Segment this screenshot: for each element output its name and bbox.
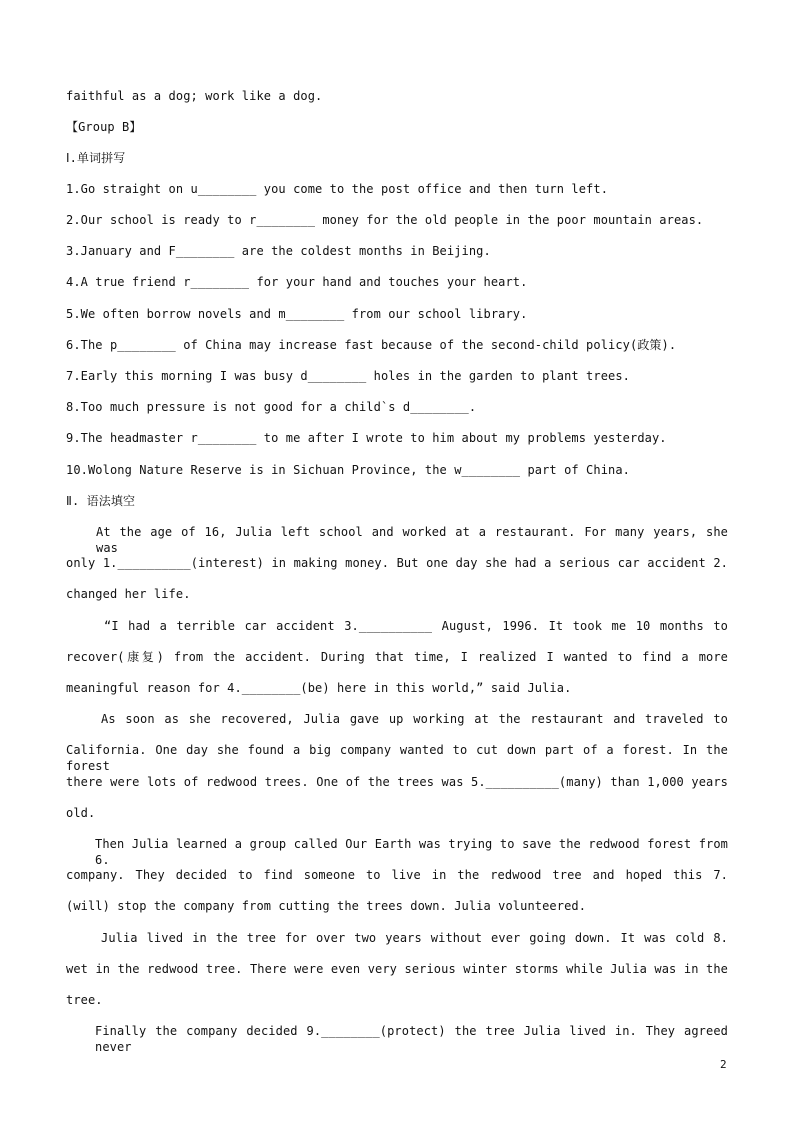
page-number: 2 (720, 1058, 727, 1071)
passage-line: Julia lived in the tree for over two years without ever going down. It was cold 8. (101, 931, 728, 945)
passage-line: recover(康复) from the accident. During that time, I realized I wanted to find a more (66, 650, 728, 664)
passage-line: (will) stop the company from cutting the trees down. Julia volunteered. (66, 899, 587, 913)
question-item: 10.Wolong Nature Reserve is in Sichuan Province, the w________ part of China. (66, 463, 630, 477)
passage-line: old. (66, 806, 96, 820)
passage-line: At the age of 16, Julia left school and worked at a restaurant. For many years, she was (96, 525, 728, 555)
question-item: 8.Too much pressure is not good for a child`s d________. (66, 400, 477, 414)
question-item: 9.The headmaster r________ to me after I wrote to him about my problems yesterday. (66, 431, 667, 445)
passage-line: As soon as she recovered, Julia gave up working at the restaurant and traveled to (101, 712, 728, 726)
passage-line: Then Julia learned a group called Our Earth was trying to save the redwood forest from 6. (95, 837, 728, 867)
passage-line: tree. (66, 993, 103, 1007)
question-item: 1.Go straight on u________ you come to the post office and then turn left. (66, 182, 609, 196)
passage-line: there were lots of redwood trees. One of the trees was 5.__________(many) than 1,000 years (66, 775, 728, 789)
group-heading: 【Group B】 (66, 120, 142, 134)
intro-line: faithful as a dog; work like a dog. (66, 89, 323, 103)
question-item: 4.A true friend r________ for your hand and touches your heart. (66, 275, 528, 289)
passage-line: “I had a terrible car accident 3.__________ August, 1996. It took me 10 months to (104, 619, 728, 633)
question-item: 5.We often borrow novels and m________ from our school library. (66, 307, 528, 321)
question-item: 2.Our school is ready to r________ money for the old people in the poor mountain areas. (66, 213, 704, 227)
passage-line: changed her life. (66, 587, 191, 601)
passage-line: meaningful reason for 4.________(be) here in this world,” said Julia. (66, 681, 572, 695)
question-item: 6.The p________ of China may increase fast because of the second-child policy(政策). (66, 338, 677, 352)
question-item: 3.January and F________ are the coldest months in Beijing. (66, 244, 491, 258)
passage-line: Finally the company decided 9.________(protect) the tree Julia lived in. They agreed never (95, 1024, 728, 1054)
question-item: 7.Early this morning I was busy d________ holes in the garden to plant trees. (66, 369, 630, 383)
section2-title: Ⅱ. 语法填空 (66, 494, 136, 508)
passage-line: California. One day she found a big company wanted to cut down part of a forest. In the forest (66, 743, 728, 773)
passage-line: only 1.__________(interest) in making money. But one day she had a serious car accident 2. (66, 556, 728, 570)
passage-line: wet in the redwood tree. There were even very serious winter storms while Julia was in the (66, 962, 728, 976)
passage-line: company. They decided to find someone to live in the redwood tree and hoped this 7. (66, 868, 728, 882)
section1-title: Ⅰ.单词拼写 (66, 151, 126, 165)
